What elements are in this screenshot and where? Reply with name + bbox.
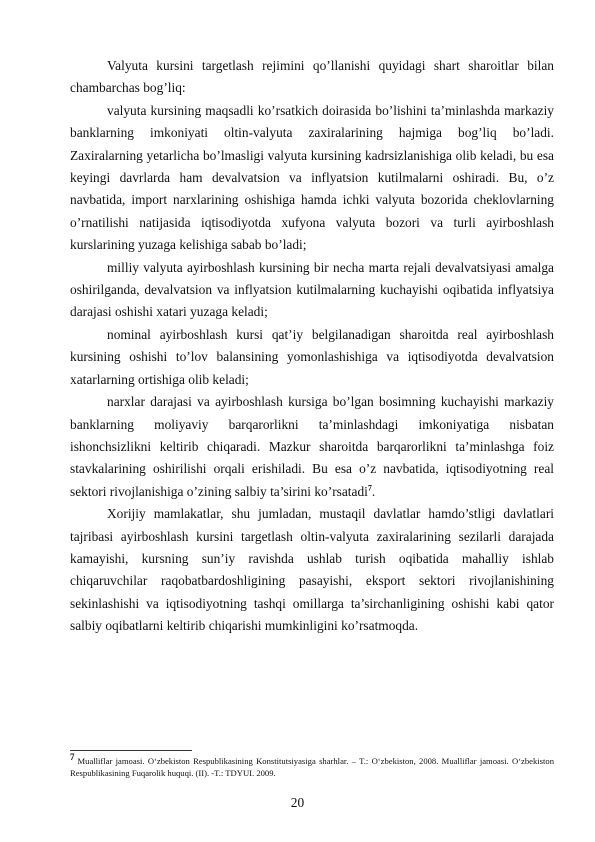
page-number: 20 <box>290 795 305 810</box>
footnote <box>70 752 554 779</box>
footnote-reference[interactable]: 7 <box>367 483 372 493</box>
footnote-number: 7 <box>70 752 75 763</box>
footnote-separator <box>70 750 192 751</box>
paragraph-price-pressure-text: narxlar darajasi va ayirboshlash kursiga bo’lgan bosimning kuchayishi markaziy banklarning moliyaviy barqarorlikni ta’minlashdagi imkoniyatiga nisbatan ishonchsizlikni keltirib chiqaradi. Mazkur sharoitda barqarorlikni ta’minlashga foiz stavkalarining oshirilishi orqali erishiladi. Bu esa o’z navbatida, iqtisodiyotning real sektori rivojlanishiga o’zining salbiy ta’sirini ko’rsatadi <box>70 394 554 499</box>
paragraph-intro: Valyuta kursini targetlash rejimini qo’llanishi quyidagi shart sharoitlar bilan chambarchas bog’liq: <box>70 58 554 96</box>
body-text <box>70 55 554 638</box>
paragraph-reserves: valyuta kursining maqsadli ko’rsatkich doirasida bo’lishini ta’minlashda markaziy banklarning imkoniyati oltin-valyuta zaxiralarining hajmiga bog’liq bo’ladi. Zaxiralarning yetarlicha bo’lmasligi valyuta kursining kadrsizlanishiga olib keladi, bu esa keyingi davrlarda ham devalvatsion va inflyatsion kutilmalarni oshiradi. Bu, o’z navbatida, import narxlarining oshishiga hamda ichki valyuta bozorida cheklovlarning o’rnatilishi natijasida iqtisodiyotda xufyona valyuta bozori va turli ayirboshlash kurslarining yuzaga kelishiga sabab bo’ladi; <box>70 102 554 253</box>
paragraph-devaluation: milliy valyuta ayirboshlash kursining bir necha marta rejali devalvatsiyasi amalga oshirilganda, devalvatsion va inflyatsion kutilmalarning kuchayishi oqibatida inflyatsiya darajasi oshishi xatari yuzaga keladi; <box>70 259 554 320</box>
footnote-text: Mualliflar jamoasi. O‘zbekiston Respublikasining Konstitutsiyasiga sharhlar. – T.: O‘zbekiston, 2008. Mualliflar jamoasi. O‘zbekiston Respublikasining Fuqarolik huquqi. (II). -T.: TDYUI. 2009. <box>70 756 554 778</box>
paragraph-nominal-rate: nominal ayirboshlash kursi qat’iy belgilanadigan sharoitda real ayirboshlash kursining oshishi to’lov balansining yomonlashishiga va iqtisodiyotda devalvatsion xatarlarning ortishiga olib keladi; <box>70 326 554 387</box>
paragraph-end-punctuation: . <box>371 483 376 499</box>
paragraph-foreign-experience: Xorijiy mamlakatlar, shu jumladan, mustaqil davlatlar hamdo’stligi davlatlari tajribasi ayirboshlash kursini targetlash oltin-valyuta zaxiralarining sezilarli darajada kamayishi, kursning sun’iy ravishda ushlab turish oqibatida mahalliy ishlab chiqaruvchilar raqobatbardoshligining pasayishi, eksport sektori rivojlanishining sekinlashishi va iqtisodiyotning tashqi omillarga ta’sirchanligining oshishi kabi qator salbiy oqibatlarni keltirib chiqarishi mumkinligini ko’rsatmoqda. <box>70 506 554 634</box>
paragraph-price-pressure <box>70 391 554 503</box>
